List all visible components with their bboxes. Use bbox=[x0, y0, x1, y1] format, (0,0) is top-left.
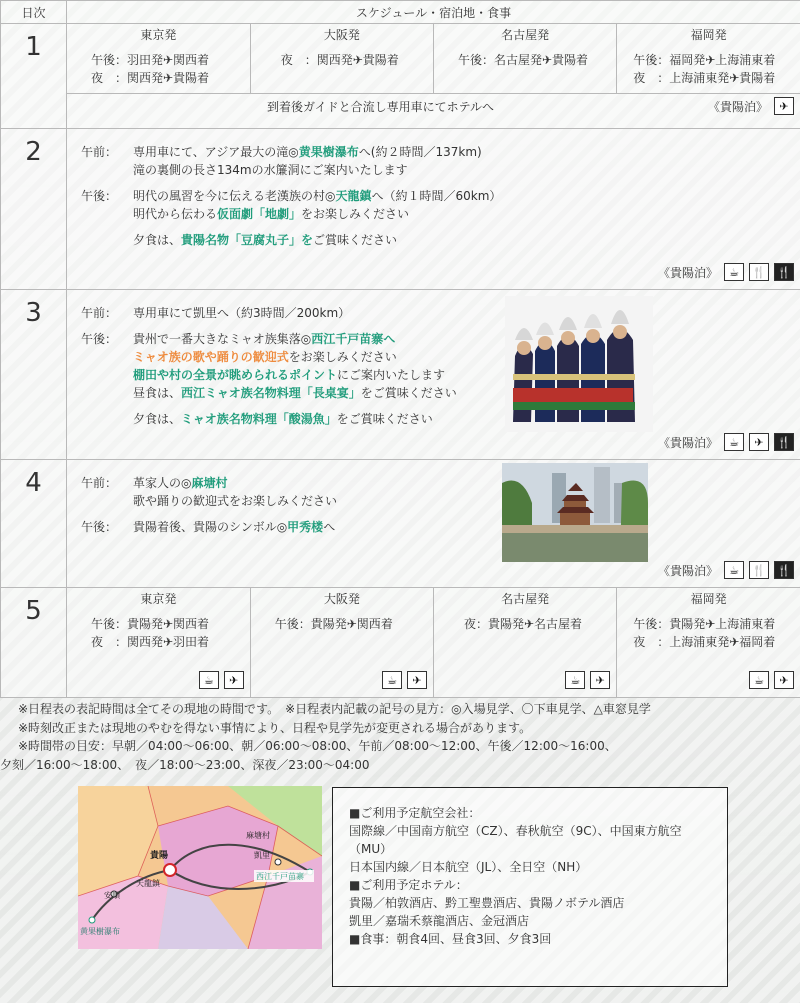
text: 昼食は、 bbox=[133, 386, 182, 400]
text: 明代から伝わる bbox=[133, 207, 218, 221]
departure-cities-day1 bbox=[67, 24, 800, 93]
city-header-fukuoka: 福岡発 bbox=[690, 28, 727, 42]
text: 専用車にて、アジア最大の滝◎ bbox=[133, 145, 299, 159]
day-number: 3 bbox=[1, 290, 67, 460]
time-label: 午後： bbox=[81, 332, 118, 346]
text: をご賞味ください bbox=[360, 386, 457, 400]
day-row-3 bbox=[1, 290, 800, 460]
cup-icon: ☕ bbox=[724, 433, 744, 451]
day-row-4 bbox=[1, 460, 800, 588]
airplane-icon: ✈ bbox=[774, 97, 794, 115]
flight-line: 午後：貴陽発✈関西着 bbox=[91, 617, 210, 631]
text: へ（約１時間／60km） bbox=[371, 189, 502, 203]
schedule-header-row bbox=[1, 1, 800, 24]
flight-line: 夜 ：上海浦東発✈貴陽着 bbox=[633, 71, 776, 85]
airplane-icon: ✈ bbox=[590, 671, 610, 689]
info-line: （MU） bbox=[349, 842, 393, 856]
map-label-guiyang: 貴陽 bbox=[150, 851, 169, 861]
flight-line: 夜 ：上海浦東発✈福岡着 bbox=[633, 635, 776, 649]
airplane-icon: ✈ bbox=[224, 671, 244, 689]
flight-line: 夜 ：関西発✈羽田着 bbox=[91, 635, 210, 649]
text: 滝の裏側の長さ134mの水簾洞にご案内いたします bbox=[133, 163, 408, 177]
text: 明代の風習を今に伝える老漢族の村◎ bbox=[133, 189, 336, 203]
text: をお楽しみください bbox=[301, 207, 410, 221]
text: へ bbox=[323, 520, 336, 534]
stay-label: 《貴陽泊》 bbox=[657, 563, 718, 578]
map-label-huangguoshu: 黄果樹瀑布 bbox=[80, 927, 120, 936]
dinner-icon: 🍴 bbox=[774, 263, 794, 281]
airplane-icon: ✈ bbox=[774, 671, 794, 689]
text: をお楽しみください bbox=[288, 350, 397, 364]
text: 夕食は、 bbox=[133, 233, 182, 247]
text: にご案内いたします bbox=[337, 368, 446, 382]
fork-knife-icon: 🍴 bbox=[749, 263, 769, 281]
text: 専用車にて凱里へ（約3時間／200km） bbox=[133, 306, 351, 320]
city-header-tokyo: 東京発 bbox=[67, 24, 250, 45]
day-row-1 bbox=[1, 24, 800, 129]
day1-transfer-note: 到着後ガイドと合流し専用車にてホテルへ bbox=[267, 100, 495, 114]
info-line: 国際線／中国南方航空（CZ）、春秋航空（9C）、中国東方航空 bbox=[349, 824, 682, 838]
travel-info-box bbox=[332, 787, 728, 987]
sight-mask-opera: 仮面劇「地劇」 bbox=[217, 207, 302, 221]
cup-icon: ☕ bbox=[724, 263, 744, 281]
meal-long-table: 西江ミャオ族名物料理「長桌宴」 bbox=[181, 386, 361, 400]
flight-line: 午後：貴陽発✈上海浦東着 bbox=[633, 617, 776, 631]
airplane-icon: ✈ bbox=[407, 671, 427, 689]
day-row-2 bbox=[1, 129, 800, 290]
sight-tianlong: 天龍鎮 bbox=[335, 189, 372, 203]
meal-tofu: 貴陽名物「豆腐丸子」を bbox=[181, 233, 314, 247]
miao-dancers-photo bbox=[505, 296, 653, 432]
text: 貴州で一番大きなミャオ族集落◎ bbox=[133, 332, 312, 346]
info-line: ■ご利用予定航空会社： bbox=[349, 806, 481, 820]
day-number: 2 bbox=[1, 129, 67, 290]
map-label-anshun: 安順 bbox=[104, 891, 120, 900]
stay-label: 《貴陽泊》 bbox=[657, 265, 718, 280]
city-header-nagoya: 名古屋発 bbox=[434, 24, 617, 45]
info-line: ■食事：朝食4回、昼食3回、夕食3回 bbox=[349, 932, 552, 946]
departure-cities-day5 bbox=[67, 588, 800, 697]
day-row-5 bbox=[1, 588, 800, 698]
city-header-tokyo: 東京発 bbox=[67, 588, 250, 609]
city-header-fukuoka: 福岡発 bbox=[690, 592, 727, 606]
stay-label: 《貴陽泊》 bbox=[707, 99, 768, 114]
time-label: 午前： bbox=[81, 145, 118, 159]
note-line: ※時刻改正または現地のやむを得ない事情により、日程や見学先が変更される場合があります。 bbox=[18, 720, 532, 735]
cup-icon: ☕ bbox=[565, 671, 585, 689]
meal-sour-fish: ミャオ族名物料理「酸湯魚」 bbox=[181, 412, 337, 426]
flight-line: 午後：福岡発✈上海浦東着 bbox=[633, 53, 776, 67]
text: 夕食は、 bbox=[133, 412, 182, 426]
cup-icon: ☕ bbox=[199, 671, 219, 689]
map-label-matang: 麻塘村 bbox=[246, 831, 270, 840]
text: 貴陽着後、貴陽のシンボル◎ bbox=[133, 520, 288, 534]
map-label-xijiang: 西江千戸苗寨 bbox=[256, 872, 304, 881]
day-number: 4 bbox=[1, 460, 67, 588]
notes bbox=[0, 700, 788, 774]
text: へ(約２時間／137km) bbox=[358, 145, 482, 159]
fork-knife-icon: 🍴 bbox=[749, 561, 769, 579]
dinner-icon: 🍴 bbox=[774, 433, 794, 451]
city-header-osaka: 大阪発 bbox=[250, 24, 433, 45]
city-header-nagoya: 名古屋発 bbox=[434, 588, 617, 609]
flight-line: 午後：貴陽発✈関西着 bbox=[274, 617, 393, 631]
flight-line: 午後：羽田発✈関西着 bbox=[91, 53, 210, 67]
info-line: ■ご利用予定ホテル： bbox=[349, 878, 468, 892]
cup-icon: ☕ bbox=[724, 561, 744, 579]
info-line: 日本国内線／日本航空（JL）、全日空（NH） bbox=[349, 860, 588, 874]
route-map bbox=[78, 786, 322, 949]
dinner-icon: 🍴 bbox=[774, 561, 794, 579]
schedule-column-header: スケジュール・宿泊地・食事 bbox=[67, 1, 800, 24]
sight-xijiang: 西江千戸苗寨へ bbox=[311, 332, 396, 346]
flight-line: 夜 ：関西発✈貴陽着 bbox=[280, 53, 399, 67]
day-column-header: 日次 bbox=[1, 1, 67, 24]
sight-huangguoshu: 黄果樹瀑布 bbox=[298, 145, 359, 159]
time-label: 午前： bbox=[81, 476, 118, 490]
cup-icon: ☕ bbox=[749, 671, 769, 689]
text: 革家人の◎ bbox=[133, 476, 192, 490]
text: 歌や踊りの歓迎式をお楽しみください bbox=[133, 494, 338, 508]
time-label: 午後： bbox=[81, 189, 118, 203]
day-number: 5 bbox=[1, 588, 67, 698]
map-label-tianlong: 天龍鎮 bbox=[136, 879, 160, 888]
sight-matang: 麻塘村 bbox=[191, 476, 228, 490]
sight-jiaxiu: 甲秀楼 bbox=[287, 520, 324, 534]
note-line: 夕刻／16:00～18:00、 夜／18:00～23:00、深夜／23:00～04:00 bbox=[0, 757, 370, 772]
sight-welcome-dance: ミャオ族の歌や踊りの歓迎式 bbox=[133, 350, 289, 364]
airplane-icon: ✈ bbox=[749, 433, 769, 451]
city-header-osaka: 大阪発 bbox=[250, 588, 433, 609]
time-label: 午前： bbox=[81, 306, 118, 320]
note-line: ※時間帯の目安：早朝／04:00～06:00、朝／06:00～08:00、午前／08:00～12:00、午後／12:00～16:00、 bbox=[18, 739, 617, 753]
info-line: 貴陽／柏敦酒店、黔工聖豊酒店、貴陽ノボテル酒店 bbox=[349, 896, 625, 910]
day-number: 1 bbox=[1, 24, 67, 129]
cup-icon: ☕ bbox=[382, 671, 402, 689]
flight-line: 夜 ：関西発✈貴陽着 bbox=[91, 71, 210, 85]
info-line: 凱里／嘉瑞禾蔡龍酒店、金冠酒店 bbox=[349, 914, 530, 928]
text: ご賞味ください bbox=[313, 233, 398, 247]
flight-line: 夜：貴陽発✈名古屋着 bbox=[464, 617, 583, 631]
time-label: 午後： bbox=[81, 520, 118, 534]
flight-line: 午後：名古屋発✈貴陽着 bbox=[458, 53, 589, 67]
text: をご賞味ください bbox=[336, 412, 433, 426]
sight-terrace-view: 棚田や村の全景が眺められるポイント bbox=[133, 368, 338, 382]
stay-label: 《貴陽泊》 bbox=[657, 435, 718, 450]
map-label-kaili: 凱里 bbox=[254, 851, 270, 860]
jiaxiu-tower-photo bbox=[502, 463, 648, 562]
note-line: ※日程表の表記時間は全てその現地の時間です。 ※日程表内記載の記号の見方：◎入場見学、〇下車見学、△車窓見学 bbox=[18, 702, 651, 716]
